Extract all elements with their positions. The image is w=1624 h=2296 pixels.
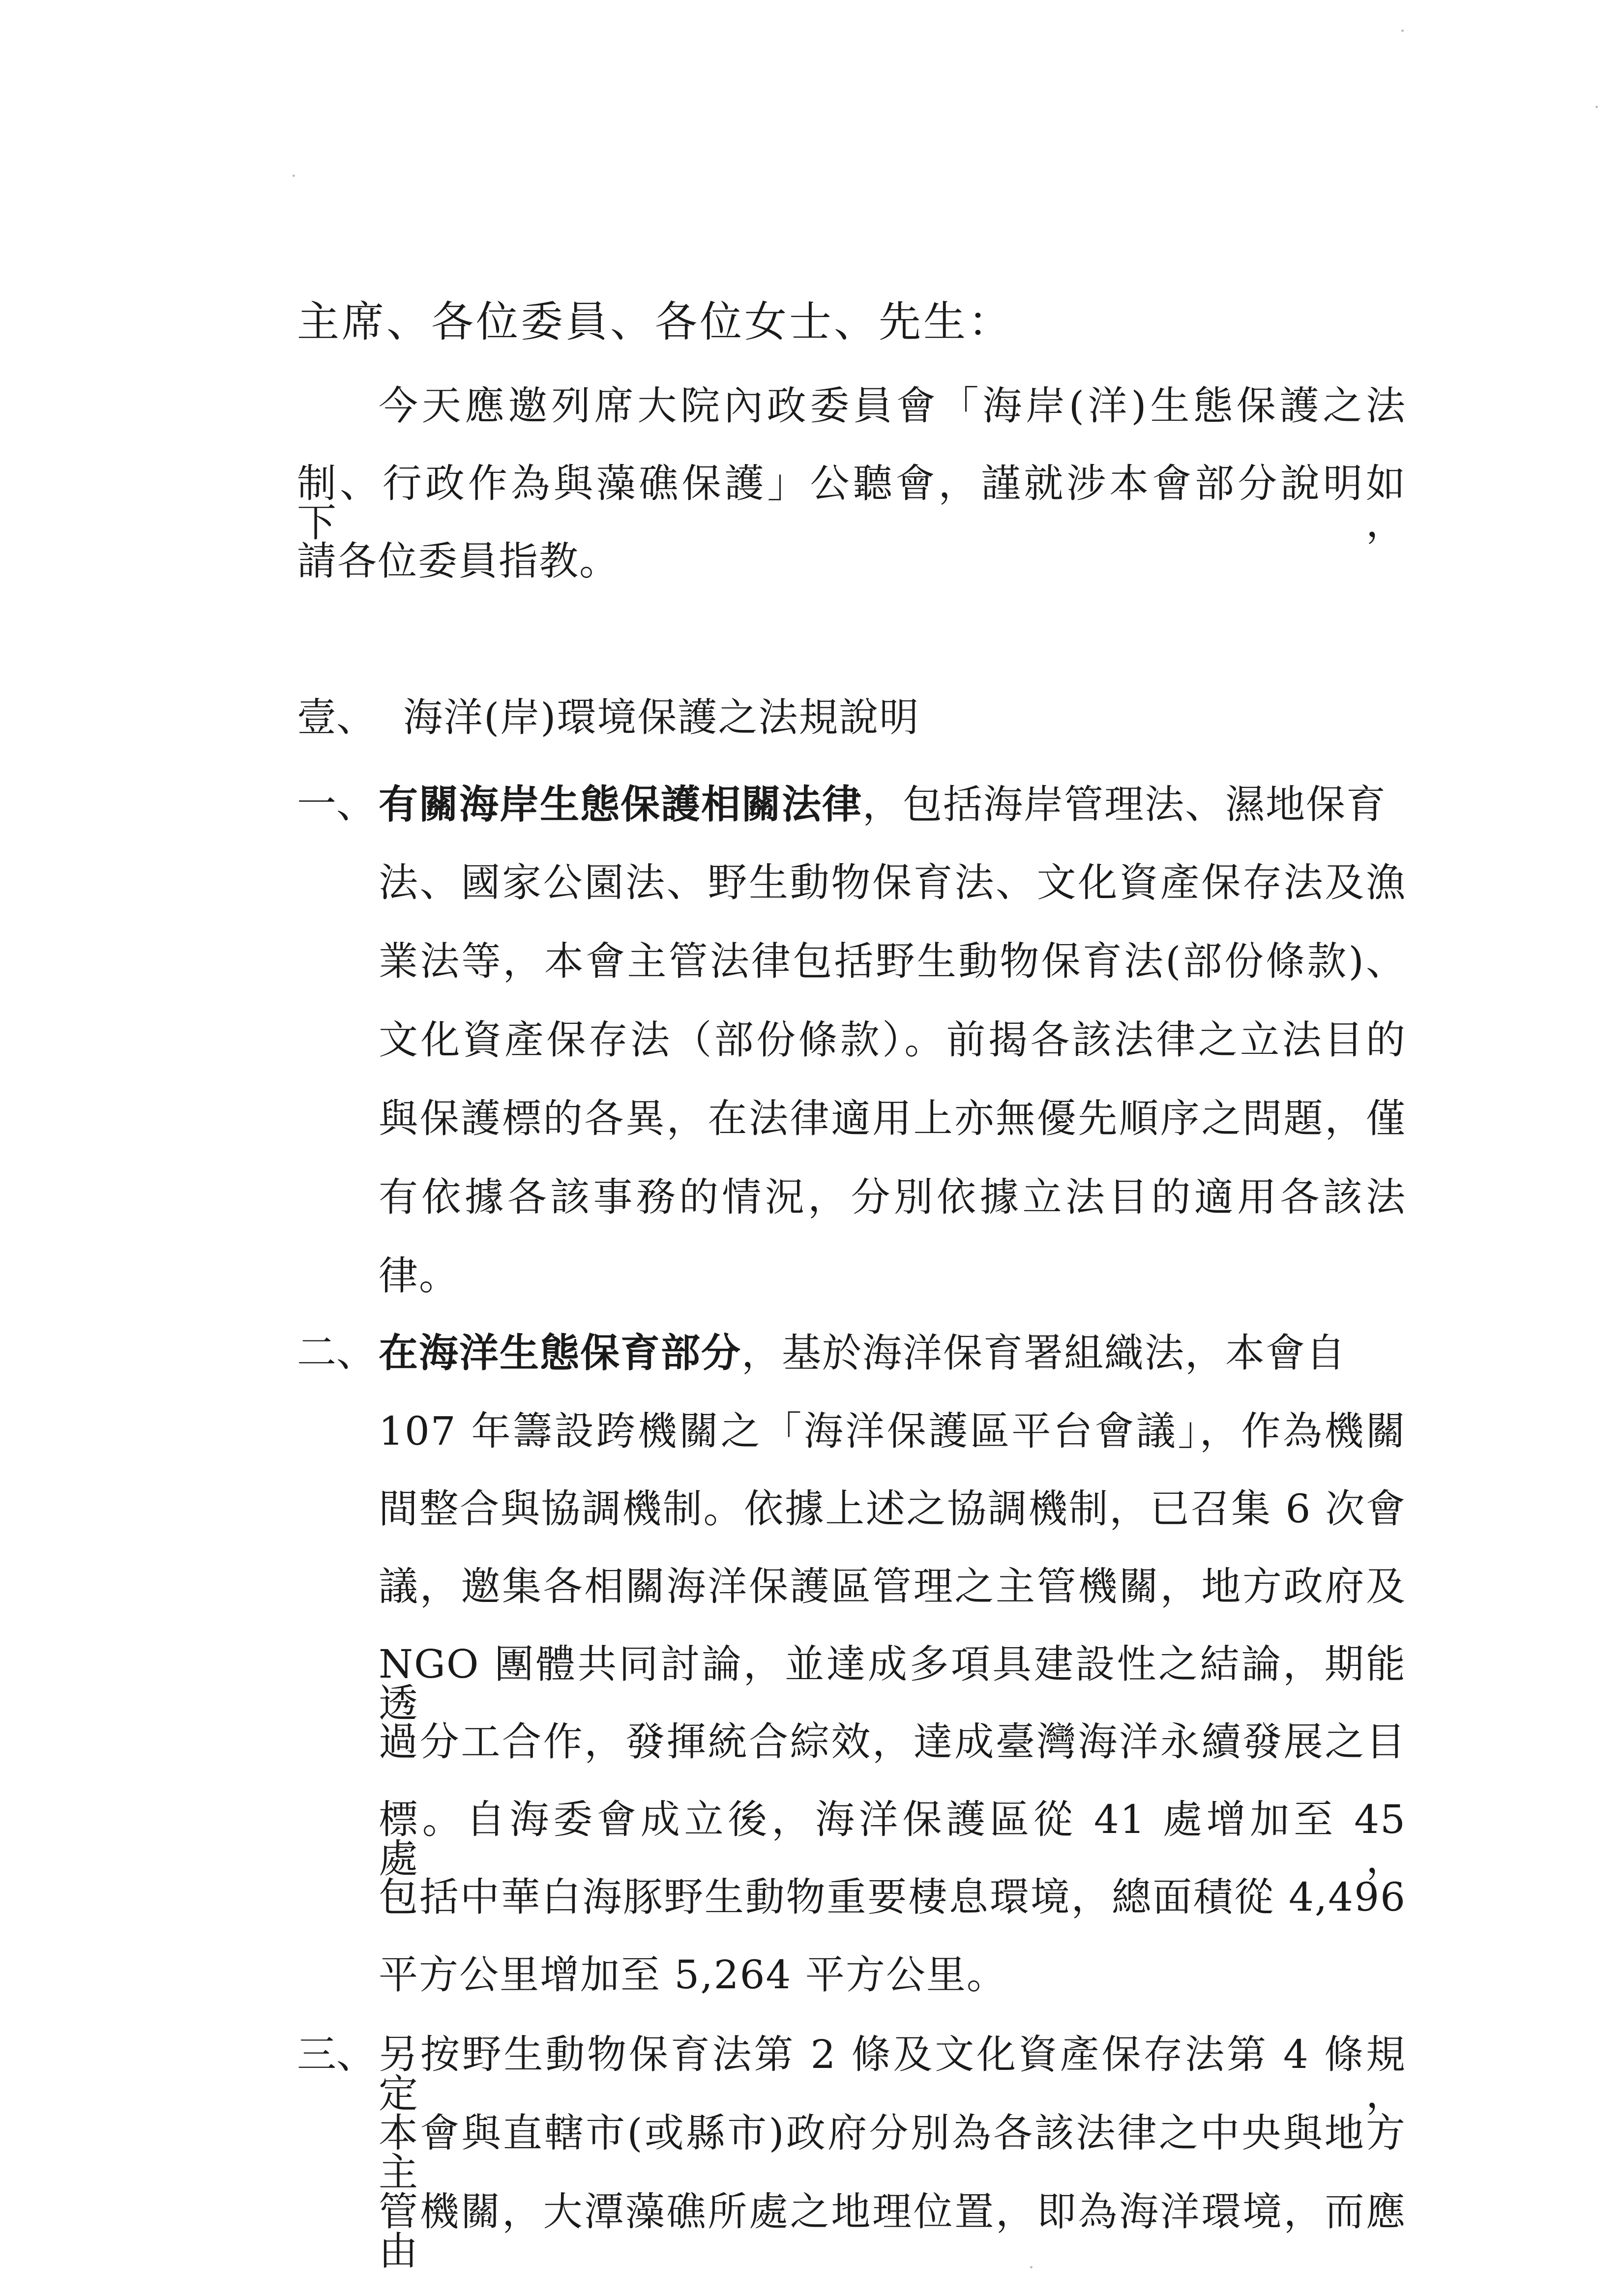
item-1-line-3: 業法等，本會主管法律包括野生動物保育法(部份條款)、 <box>379 938 1406 984</box>
item-1-line-5: 與保護標的各異，在法律適用上亦無優先順序之問題，僅 <box>379 1096 1406 1141</box>
item-2-line-8: 包括中華白海豚野生動物重要棲息環境，總面積從 4,496 <box>379 1874 1406 1920</box>
item-1-bold-lead: 有關海岸生態保護相關法律 <box>379 781 862 827</box>
item-2-line-2: 107 年籌設跨機關之「海洋保護區平台會議」，作為機關 <box>379 1408 1406 1454</box>
section-marker: 壹、 <box>297 695 376 740</box>
item-2-line-9: 平方公里增加至 5,264 平方公里。 <box>379 1952 1007 1998</box>
scan-speck <box>293 174 295 177</box>
item-3-line-3: 管機關，大潭藻礁所處之地理位置，即為海洋環境，而應由 <box>379 2189 1406 2274</box>
item-1-line-7: 律。 <box>379 1253 459 1299</box>
intro-line-3: 請各位委員指教。 <box>297 538 620 584</box>
item-1-line-1-rest: ，包括海岸管理法、濕地保育 <box>862 782 1387 827</box>
item-1-line-2: 法、國家公園法、野生動物保育法、文化資產保存法及漁 <box>379 860 1406 905</box>
item-2-marker: 二、 <box>297 1330 376 1375</box>
item-2-line-1 <box>379 1330 1406 1376</box>
scan-speck <box>1401 29 1404 32</box>
item-3-marker: 三、 <box>297 2032 376 2077</box>
salutation: 主席、各位委員、各位女士、先生： <box>297 297 1013 347</box>
item-2-line-6: 過分工合作，發揮統合綜效，達成臺灣海洋永續發展之目 <box>379 1719 1406 1765</box>
intro-line-2: 制、行政作為與藻礁保護」公聽會，謹就涉本會部分說明如下， <box>297 461 1406 546</box>
intro-line-1: 今天應邀列席大院內政委員會「海岸(洋)生態保護之法 <box>379 383 1406 429</box>
item-2-line-1-rest: ，基於海洋保育署組織法，本會自 <box>741 1330 1346 1376</box>
section-title: 海洋(岸)環境保護之法規說明 <box>403 695 920 740</box>
item-2-bold-lead: 在海洋生態保育部分 <box>379 1330 741 1376</box>
item-1-line-6: 有依據各該事務的情況，分別依據立法目的適用各該法 <box>379 1174 1406 1220</box>
item-1-line-1 <box>379 781 1406 827</box>
item-2-line-3: 間整合與協調機制。依據上述之協調機制，已召集 6 次會 <box>379 1486 1406 1532</box>
item-2-line-4: 議，邀集各相關海洋保護區管理之主管機關，地方政府及 <box>379 1564 1406 1609</box>
item-2-line-5: NGO 團體共同討論，並達成多項具建設性之結論，期能透 <box>379 1641 1406 1726</box>
item-1-line-4: 文化資產保存法（部份條款）。前揭各該法律之立法目的 <box>379 1017 1406 1063</box>
scan-speck <box>1595 106 1598 108</box>
item-2-line-7: 標。自海委會成立後，海洋保護區從 41 處增加至 45 處， <box>379 1797 1406 1882</box>
item-3-line-2: 本會與直轄市(或縣市)政府分別為各該法律之中央與地方主 <box>379 2110 1406 2195</box>
item-3-line-1: 另按野生動物保育法第 2 條及文化資產保存法第 4 條規定， <box>379 2032 1406 2117</box>
item-1-marker: 一、 <box>297 781 376 827</box>
